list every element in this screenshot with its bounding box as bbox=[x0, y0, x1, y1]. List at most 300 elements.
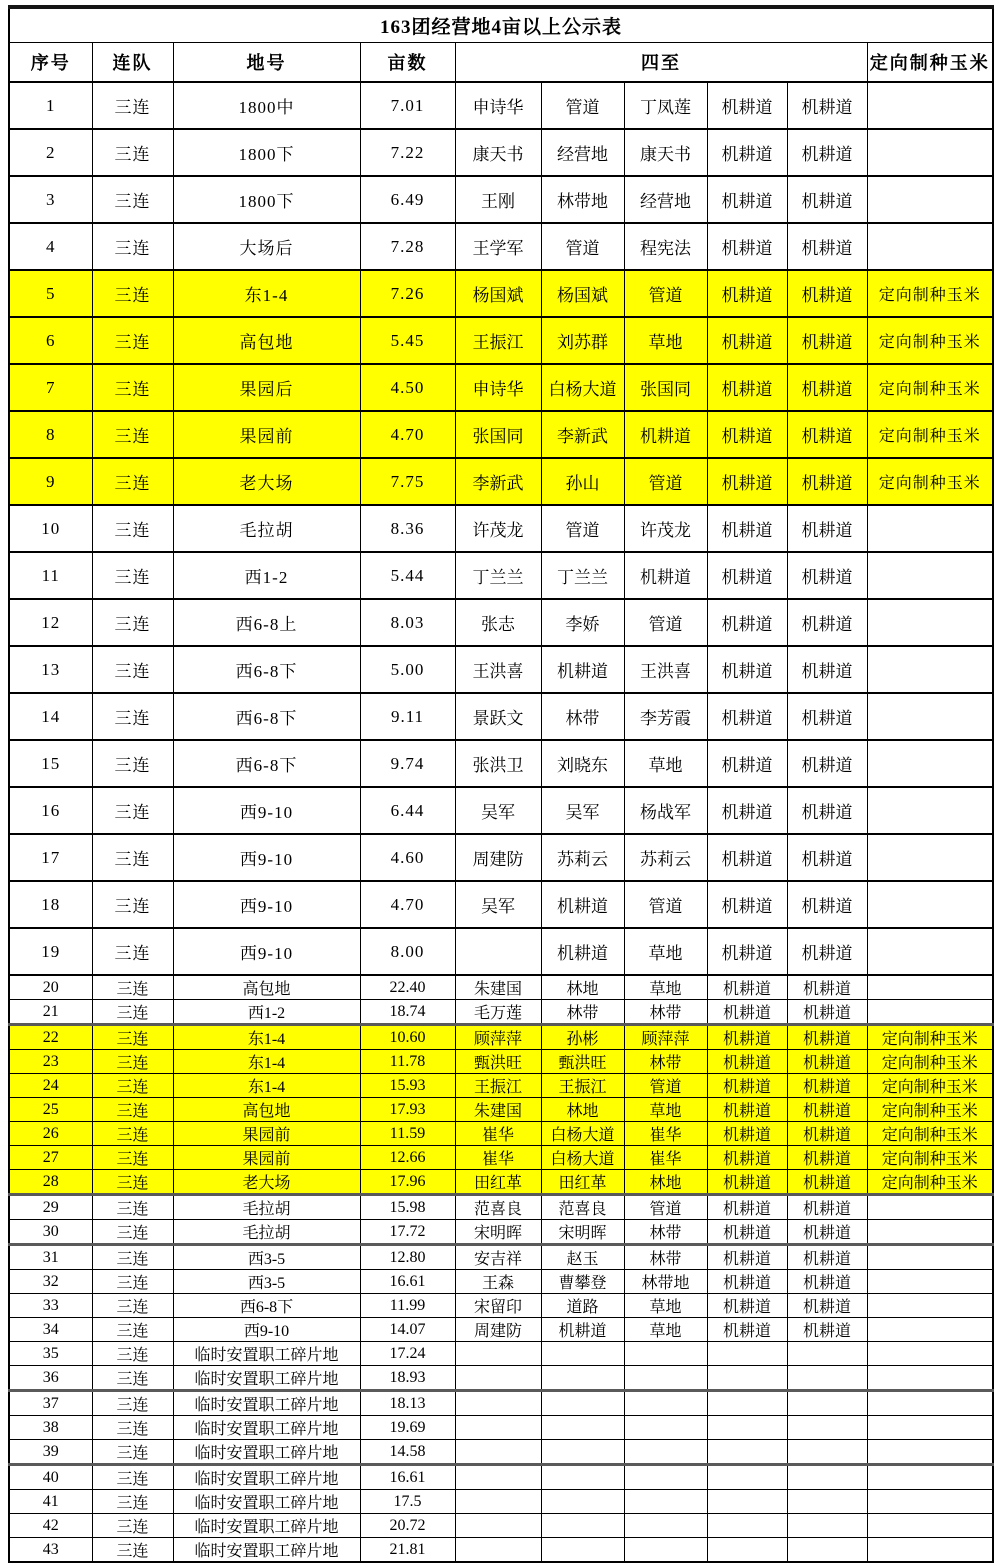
cell-corn: 定向制种玉米 bbox=[867, 1098, 993, 1122]
table-row bbox=[9, 1538, 993, 1563]
cell-company: 三连 bbox=[92, 1050, 173, 1074]
cell-boundary bbox=[541, 1416, 624, 1440]
cell-plot: 毛拉胡 bbox=[173, 1220, 360, 1245]
cell-boundary bbox=[707, 1440, 787, 1465]
cell-seq: 18 bbox=[9, 881, 92, 928]
table-row bbox=[9, 881, 993, 928]
cell-boundary: 机耕道 bbox=[707, 1195, 787, 1220]
cell-boundary: 机耕道 bbox=[787, 82, 867, 129]
cell-boundary: 崔华 bbox=[455, 1146, 541, 1170]
cell-boundary: 杨国斌 bbox=[541, 270, 624, 317]
cell-boundary: 机耕道 bbox=[787, 740, 867, 787]
cell-seq: 25 bbox=[9, 1098, 92, 1122]
cell-area: 6.49 bbox=[360, 176, 455, 223]
cell-seq: 19 bbox=[9, 928, 92, 975]
cell-boundary: 李新武 bbox=[541, 411, 624, 458]
cell-plot: 东1-4 bbox=[173, 1050, 360, 1074]
table-row bbox=[9, 1465, 993, 1490]
cell-boundary bbox=[707, 1538, 787, 1563]
cell-boundary bbox=[787, 1366, 867, 1391]
table-row bbox=[9, 364, 993, 411]
cell-boundary: 吴军 bbox=[455, 881, 541, 928]
cell-boundary: 毛万莲 bbox=[455, 1000, 541, 1025]
cell-plot: 西6-8下 bbox=[173, 646, 360, 693]
cell-boundary: 张国同 bbox=[624, 364, 707, 411]
cell-company: 三连 bbox=[92, 646, 173, 693]
cell-seq: 4 bbox=[9, 223, 92, 270]
table-row bbox=[9, 787, 993, 834]
cell-boundary: 机耕道 bbox=[787, 411, 867, 458]
cell-boundary bbox=[455, 928, 541, 975]
table-row bbox=[9, 129, 993, 176]
cell-boundary: 景跃文 bbox=[455, 693, 541, 740]
cell-corn bbox=[867, 881, 993, 928]
cell-corn: 定向制种玉米 bbox=[867, 1122, 993, 1146]
cell-company: 三连 bbox=[92, 1146, 173, 1170]
cell-plot: 西9-10 bbox=[173, 834, 360, 881]
cell-boundary bbox=[541, 1391, 624, 1416]
cell-plot: 老大场 bbox=[173, 1170, 360, 1195]
cell-boundary: 机耕道 bbox=[787, 599, 867, 646]
cell-boundary bbox=[624, 1465, 707, 1490]
cell-plot: 西6-8下 bbox=[173, 1294, 360, 1318]
cell-boundary bbox=[707, 1391, 787, 1416]
cell-area: 5.45 bbox=[360, 317, 455, 364]
cell-boundary: 草地 bbox=[624, 975, 707, 1000]
cell-boundary: 宋明晖 bbox=[455, 1220, 541, 1245]
cell-company: 三连 bbox=[92, 1416, 173, 1440]
cell-plot: 果园前 bbox=[173, 1146, 360, 1170]
cell-boundary: 周建防 bbox=[455, 1318, 541, 1342]
cell-company: 三连 bbox=[92, 1270, 173, 1294]
cell-boundary bbox=[541, 1490, 624, 1514]
cell-area: 4.70 bbox=[360, 881, 455, 928]
cell-boundary: 机耕道 bbox=[787, 1074, 867, 1098]
cell-seq: 29 bbox=[9, 1195, 92, 1220]
cell-boundary: 曹攀登 bbox=[541, 1270, 624, 1294]
cell-boundary: 机耕道 bbox=[707, 1220, 787, 1245]
cell-area: 11.59 bbox=[360, 1122, 455, 1146]
cell-company: 三连 bbox=[92, 1366, 173, 1391]
cell-plot: 1800中 bbox=[173, 82, 360, 129]
cell-area: 15.98 bbox=[360, 1195, 455, 1220]
cell-boundary: 机耕道 bbox=[541, 928, 624, 975]
cell-corn: 定向制种玉米 bbox=[867, 1050, 993, 1074]
cell-boundary bbox=[707, 1465, 787, 1490]
cell-boundary bbox=[624, 1342, 707, 1366]
cell-seq: 17 bbox=[9, 834, 92, 881]
table-row bbox=[9, 1025, 993, 1050]
cell-boundary bbox=[455, 1490, 541, 1514]
table-row bbox=[9, 1195, 993, 1220]
cell-area: 7.28 bbox=[360, 223, 455, 270]
cell-corn bbox=[867, 552, 993, 599]
cell-boundary: 机耕道 bbox=[787, 1220, 867, 1245]
cell-corn bbox=[867, 1391, 993, 1416]
cell-boundary: 机耕道 bbox=[787, 1318, 867, 1342]
cell-area: 9.74 bbox=[360, 740, 455, 787]
cell-boundary bbox=[707, 1366, 787, 1391]
cell-boundary: 张国同 bbox=[455, 411, 541, 458]
cell-boundary: 机耕道 bbox=[787, 552, 867, 599]
cell-seq: 23 bbox=[9, 1050, 92, 1074]
cell-boundary: 机耕道 bbox=[707, 740, 787, 787]
cell-boundary bbox=[707, 1342, 787, 1366]
title-row bbox=[9, 7, 993, 43]
cell-boundary: 机耕道 bbox=[707, 176, 787, 223]
cell-boundary bbox=[541, 1514, 624, 1538]
cell-corn bbox=[867, 176, 993, 223]
cell-boundary: 林带 bbox=[541, 693, 624, 740]
cell-corn: 定向制种玉米 bbox=[867, 1170, 993, 1195]
cell-boundary: 机耕道 bbox=[787, 1050, 867, 1074]
cell-corn: 定向制种玉米 bbox=[867, 458, 993, 505]
cell-boundary bbox=[624, 1490, 707, 1514]
cell-boundary: 管道 bbox=[624, 1195, 707, 1220]
cell-boundary bbox=[455, 1366, 541, 1391]
cell-corn: 定向制种玉米 bbox=[867, 1025, 993, 1050]
cell-plot: 东1-4 bbox=[173, 1074, 360, 1098]
cell-corn bbox=[867, 599, 993, 646]
cell-boundary: 苏莉云 bbox=[624, 834, 707, 881]
cell-plot: 临时安置职工碎片地 bbox=[173, 1366, 360, 1391]
cell-seq: 24 bbox=[9, 1074, 92, 1098]
cell-company: 三连 bbox=[92, 129, 173, 176]
cell-plot: 东1-4 bbox=[173, 270, 360, 317]
cell-seq: 11 bbox=[9, 552, 92, 599]
table-row bbox=[9, 1294, 993, 1318]
cell-area: 17.72 bbox=[360, 1220, 455, 1245]
cell-plot: 西9-10 bbox=[173, 787, 360, 834]
table-row bbox=[9, 552, 993, 599]
cell-boundary: 王学军 bbox=[455, 223, 541, 270]
cell-boundary: 李新武 bbox=[455, 458, 541, 505]
cell-company: 三连 bbox=[92, 82, 173, 129]
cell-boundary: 白杨大道 bbox=[541, 1122, 624, 1146]
cell-seq: 37 bbox=[9, 1391, 92, 1416]
cell-seq: 42 bbox=[9, 1514, 92, 1538]
announcement-table bbox=[8, 5, 994, 1563]
cell-corn bbox=[867, 1514, 993, 1538]
cell-plot: 老大场 bbox=[173, 458, 360, 505]
cell-seq: 26 bbox=[9, 1122, 92, 1146]
cell-boundary: 管道 bbox=[541, 82, 624, 129]
table-row bbox=[9, 693, 993, 740]
cell-boundary: 经营地 bbox=[624, 176, 707, 223]
cell-boundary: 管道 bbox=[541, 505, 624, 552]
cell-boundary: 机耕道 bbox=[707, 364, 787, 411]
cell-seq: 33 bbox=[9, 1294, 92, 1318]
cell-seq: 34 bbox=[9, 1318, 92, 1342]
cell-plot: 临时安置职工碎片地 bbox=[173, 1514, 360, 1538]
cell-boundary: 许茂龙 bbox=[624, 505, 707, 552]
cell-boundary bbox=[787, 1342, 867, 1366]
table-row bbox=[9, 411, 993, 458]
table-row bbox=[9, 223, 993, 270]
cell-company: 三连 bbox=[92, 1490, 173, 1514]
cell-plot: 西9-10 bbox=[173, 881, 360, 928]
table-row bbox=[9, 1000, 993, 1025]
cell-boundary bbox=[541, 1440, 624, 1465]
cell-area: 14.58 bbox=[360, 1440, 455, 1465]
cell-area: 5.00 bbox=[360, 646, 455, 693]
cell-corn: 定向制种玉米 bbox=[867, 1074, 993, 1098]
cell-boundary bbox=[455, 1342, 541, 1366]
cell-area: 18.13 bbox=[360, 1391, 455, 1416]
cell-boundary: 机耕道 bbox=[787, 505, 867, 552]
cell-boundary bbox=[787, 1440, 867, 1465]
cell-boundary: 孙彬 bbox=[541, 1025, 624, 1050]
cell-seq: 14 bbox=[9, 693, 92, 740]
cell-company: 三连 bbox=[92, 1122, 173, 1146]
cell-plot: 果园前 bbox=[173, 1122, 360, 1146]
cell-boundary: 机耕道 bbox=[707, 599, 787, 646]
cell-boundary: 机耕道 bbox=[787, 317, 867, 364]
cell-seq: 20 bbox=[9, 975, 92, 1000]
cell-seq: 43 bbox=[9, 1538, 92, 1563]
cell-corn: 定向制种玉米 bbox=[867, 317, 993, 364]
cell-boundary: 机耕道 bbox=[707, 317, 787, 364]
cell-corn bbox=[867, 82, 993, 129]
cell-boundary: 王洪喜 bbox=[624, 646, 707, 693]
table-row bbox=[9, 1440, 993, 1465]
cell-boundary: 机耕道 bbox=[787, 693, 867, 740]
cell-boundary: 机耕道 bbox=[707, 834, 787, 881]
cell-boundary: 林地 bbox=[624, 1170, 707, 1195]
cell-boundary: 机耕道 bbox=[787, 1294, 867, 1318]
cell-boundary: 草地 bbox=[624, 740, 707, 787]
cell-area: 8.00 bbox=[360, 928, 455, 975]
cell-area: 15.93 bbox=[360, 1074, 455, 1098]
table-row bbox=[9, 1391, 993, 1416]
cell-plot: 高包地 bbox=[173, 317, 360, 364]
cell-corn: 定向制种玉米 bbox=[867, 270, 993, 317]
cell-boundary: 管道 bbox=[624, 1074, 707, 1098]
cell-boundary: 林带 bbox=[624, 1000, 707, 1025]
cell-corn: 定向制种玉米 bbox=[867, 411, 993, 458]
cell-plot: 东1-4 bbox=[173, 1025, 360, 1050]
cell-company: 三连 bbox=[92, 364, 173, 411]
cell-boundary: 王振江 bbox=[455, 317, 541, 364]
cell-boundary: 机耕道 bbox=[787, 223, 867, 270]
cell-boundary: 机耕道 bbox=[787, 1146, 867, 1170]
cell-boundary: 机耕道 bbox=[787, 176, 867, 223]
cell-boundary: 林地 bbox=[541, 975, 624, 1000]
cell-seq: 21 bbox=[9, 1000, 92, 1025]
cell-company: 三连 bbox=[92, 1342, 173, 1366]
cell-boundary: 机耕道 bbox=[707, 1146, 787, 1170]
col-header-corn: 定向制种玉米 bbox=[867, 43, 993, 83]
cell-area: 5.44 bbox=[360, 552, 455, 599]
cell-boundary: 机耕道 bbox=[707, 1294, 787, 1318]
cell-boundary: 机耕道 bbox=[787, 1025, 867, 1050]
cell-boundary bbox=[541, 1538, 624, 1563]
cell-boundary: 林带 bbox=[541, 1000, 624, 1025]
cell-seq: 1 bbox=[9, 82, 92, 129]
cell-boundary: 管道 bbox=[624, 881, 707, 928]
cell-seq: 8 bbox=[9, 411, 92, 458]
table-body bbox=[9, 82, 993, 1562]
cell-company: 三连 bbox=[92, 1170, 173, 1195]
table-row bbox=[9, 1122, 993, 1146]
cell-plot: 毛拉胡 bbox=[173, 1195, 360, 1220]
cell-plot: 临时安置职工碎片地 bbox=[173, 1538, 360, 1563]
cell-plot: 西3-5 bbox=[173, 1270, 360, 1294]
cell-boundary: 李娇 bbox=[541, 599, 624, 646]
cell-boundary: 甄洪旺 bbox=[455, 1050, 541, 1074]
cell-plot: 西9-10 bbox=[173, 1318, 360, 1342]
cell-boundary: 白杨大道 bbox=[541, 1146, 624, 1170]
cell-area: 12.80 bbox=[360, 1245, 455, 1270]
cell-corn bbox=[867, 223, 993, 270]
cell-boundary: 机耕道 bbox=[624, 552, 707, 599]
cell-plot: 1800下 bbox=[173, 176, 360, 223]
cell-area: 11.99 bbox=[360, 1294, 455, 1318]
cell-company: 三连 bbox=[92, 411, 173, 458]
cell-company: 三连 bbox=[92, 317, 173, 364]
cell-plot: 大场后 bbox=[173, 223, 360, 270]
cell-plot: 高包地 bbox=[173, 1098, 360, 1122]
cell-plot: 西3-5 bbox=[173, 1245, 360, 1270]
table-row bbox=[9, 317, 993, 364]
cell-company: 三连 bbox=[92, 1294, 173, 1318]
cell-boundary: 刘晓东 bbox=[541, 740, 624, 787]
cell-seq: 30 bbox=[9, 1220, 92, 1245]
cell-boundary bbox=[707, 1490, 787, 1514]
cell-boundary bbox=[455, 1391, 541, 1416]
cell-boundary: 林带地 bbox=[541, 176, 624, 223]
cell-boundary: 草地 bbox=[624, 1098, 707, 1122]
cell-corn bbox=[867, 1490, 993, 1514]
cell-seq: 6 bbox=[9, 317, 92, 364]
cell-boundary: 顾萍萍 bbox=[455, 1025, 541, 1050]
cell-seq: 28 bbox=[9, 1170, 92, 1195]
cell-boundary: 康天书 bbox=[624, 129, 707, 176]
cell-boundary: 孙山 bbox=[541, 458, 624, 505]
table-row bbox=[9, 928, 993, 975]
cell-corn bbox=[867, 740, 993, 787]
cell-plot: 临时安置职工碎片地 bbox=[173, 1391, 360, 1416]
cell-boundary: 机耕道 bbox=[707, 1270, 787, 1294]
cell-company: 三连 bbox=[92, 881, 173, 928]
cell-area: 21.81 bbox=[360, 1538, 455, 1563]
cell-area: 10.60 bbox=[360, 1025, 455, 1050]
cell-boundary: 机耕道 bbox=[707, 1318, 787, 1342]
cell-boundary: 机耕道 bbox=[707, 928, 787, 975]
cell-boundary bbox=[624, 1440, 707, 1465]
cell-boundary: 机耕道 bbox=[541, 1318, 624, 1342]
cell-boundary bbox=[455, 1538, 541, 1563]
cell-area: 4.60 bbox=[360, 834, 455, 881]
cell-boundary: 赵玉 bbox=[541, 1245, 624, 1270]
table-row bbox=[9, 270, 993, 317]
cell-area: 17.24 bbox=[360, 1342, 455, 1366]
cell-corn bbox=[867, 1195, 993, 1220]
cell-boundary: 张洪卫 bbox=[455, 740, 541, 787]
cell-area: 6.44 bbox=[360, 787, 455, 834]
cell-boundary: 机耕道 bbox=[707, 458, 787, 505]
cell-boundary: 杨战军 bbox=[624, 787, 707, 834]
cell-boundary: 机耕道 bbox=[541, 881, 624, 928]
cell-boundary bbox=[455, 1440, 541, 1465]
cell-boundary: 管道 bbox=[624, 270, 707, 317]
cell-boundary bbox=[541, 1366, 624, 1391]
cell-boundary: 申诗华 bbox=[455, 364, 541, 411]
cell-plot: 临时安置职工碎片地 bbox=[173, 1465, 360, 1490]
cell-area: 9.11 bbox=[360, 693, 455, 740]
cell-boundary: 吴军 bbox=[455, 787, 541, 834]
cell-boundary: 机耕道 bbox=[707, 1245, 787, 1270]
cell-area: 17.96 bbox=[360, 1170, 455, 1195]
cell-boundary: 林带 bbox=[624, 1245, 707, 1270]
table-row bbox=[9, 975, 993, 1000]
table-row bbox=[9, 599, 993, 646]
cell-company: 三连 bbox=[92, 834, 173, 881]
cell-boundary: 白杨大道 bbox=[541, 364, 624, 411]
cell-boundary: 杨国斌 bbox=[455, 270, 541, 317]
cell-corn bbox=[867, 129, 993, 176]
cell-boundary: 机耕道 bbox=[787, 1000, 867, 1025]
cell-seq: 38 bbox=[9, 1416, 92, 1440]
cell-plot: 西6-8下 bbox=[173, 740, 360, 787]
cell-boundary: 吴军 bbox=[541, 787, 624, 834]
cell-corn bbox=[867, 505, 993, 552]
cell-boundary bbox=[455, 1514, 541, 1538]
cell-plot: 果园前 bbox=[173, 411, 360, 458]
cell-seq: 3 bbox=[9, 176, 92, 223]
cell-boundary bbox=[707, 1514, 787, 1538]
cell-company: 三连 bbox=[92, 1538, 173, 1563]
table-row bbox=[9, 740, 993, 787]
cell-plot: 果园后 bbox=[173, 364, 360, 411]
cell-boundary: 机耕道 bbox=[707, 881, 787, 928]
cell-boundary bbox=[624, 1416, 707, 1440]
cell-area: 17.93 bbox=[360, 1098, 455, 1122]
cell-boundary: 机耕道 bbox=[787, 975, 867, 1000]
cell-boundary: 草地 bbox=[624, 317, 707, 364]
cell-company: 三连 bbox=[92, 740, 173, 787]
cell-area: 20.72 bbox=[360, 1514, 455, 1538]
cell-company: 三连 bbox=[92, 552, 173, 599]
cell-plot: 西9-10 bbox=[173, 928, 360, 975]
cell-boundary: 程宪法 bbox=[624, 223, 707, 270]
cell-area: 19.69 bbox=[360, 1416, 455, 1440]
cell-boundary: 机耕道 bbox=[707, 129, 787, 176]
cell-boundary: 范喜良 bbox=[541, 1195, 624, 1220]
cell-boundary: 机耕道 bbox=[787, 1098, 867, 1122]
cell-corn bbox=[867, 1366, 993, 1391]
cell-plot: 临时安置职工碎片地 bbox=[173, 1440, 360, 1465]
cell-boundary: 管道 bbox=[624, 599, 707, 646]
col-header-plot: 地号 bbox=[173, 43, 360, 83]
cell-area: 22.40 bbox=[360, 975, 455, 1000]
cell-boundary: 王森 bbox=[455, 1270, 541, 1294]
cell-boundary: 机耕道 bbox=[707, 787, 787, 834]
table-row bbox=[9, 1416, 993, 1440]
cell-area: 8.36 bbox=[360, 505, 455, 552]
cell-area: 4.50 bbox=[360, 364, 455, 411]
cell-seq: 40 bbox=[9, 1465, 92, 1490]
cell-boundary bbox=[787, 1416, 867, 1440]
cell-boundary: 田红革 bbox=[455, 1170, 541, 1195]
cell-area: 7.75 bbox=[360, 458, 455, 505]
cell-boundary: 经营地 bbox=[541, 129, 624, 176]
table-row bbox=[9, 1074, 993, 1098]
cell-boundary: 机耕道 bbox=[787, 1170, 867, 1195]
cell-boundary: 苏莉云 bbox=[541, 834, 624, 881]
cell-corn bbox=[867, 1318, 993, 1342]
cell-boundary: 机耕道 bbox=[707, 646, 787, 693]
